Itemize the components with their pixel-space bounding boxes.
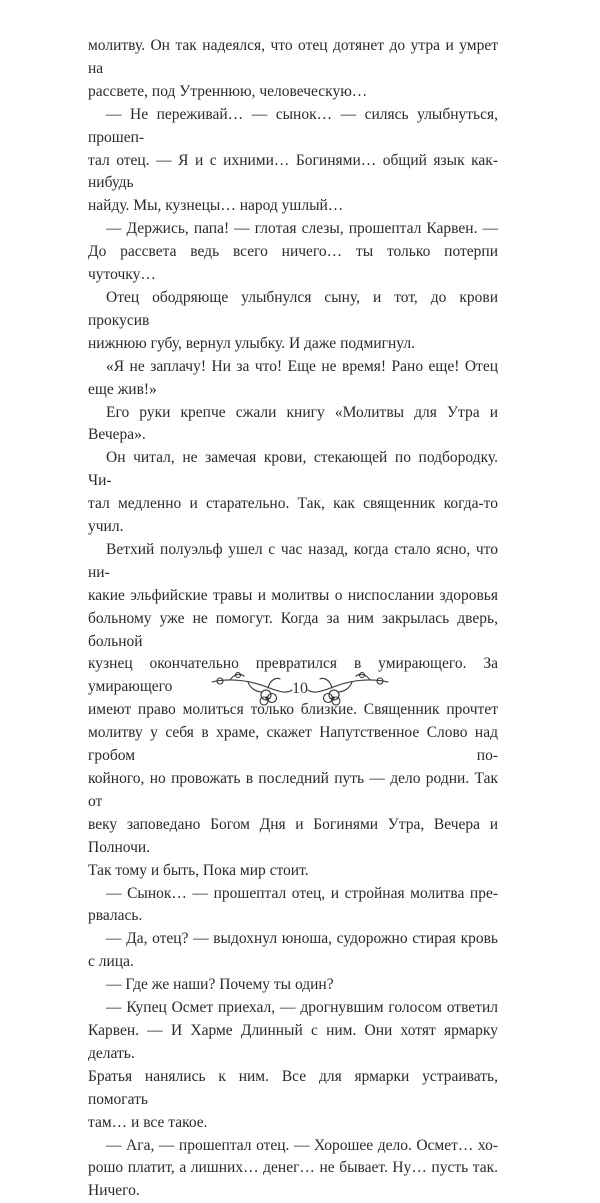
text-line: Он читал, не замечая крови, стекающей по подбородку. Чи- (88, 449, 498, 490)
text-line: Ветхий полуэльф ушел с час назад, когда стало ясно, что ни- (88, 540, 498, 581)
text-line: с лица. (88, 953, 134, 971)
text-line: Отец ободряюще улыбнулся сыну, и тот, до крови прокусив (88, 288, 498, 329)
text-line: молитву. Он так надеялся, что отец дотянет до утра и умрет на (88, 37, 498, 77)
text-line: имеют право молиться только близкие. Священник прочтет (88, 701, 498, 719)
text-line: — Сынок… — прошептал отец, и стройная молитва пре- (106, 884, 498, 902)
text-line: кузнец окончательно превратился в умирающего. За умирающего (88, 655, 498, 696)
text-line: — Где же наши? Почему ты один? (106, 976, 334, 994)
page-footer (0, 662, 600, 722)
text-line: Карвен. — И Харме Длинный с ним. Они хотят ярмарку делать. (88, 1021, 498, 1062)
text-line: нижнюю губу, вернул улыбку. И даже подмигнул. (88, 334, 415, 352)
text-line: еще жив!» (88, 380, 157, 398)
text-line: До рассвета ведь всего ничего… ты только потерпи чуточку… (88, 243, 498, 284)
text-line: рассвете, под Утреннюю, человеческую… (88, 82, 368, 100)
floral-ornament-right-icon (306, 668, 392, 708)
text-line: — Не переживай… — сынок… — силясь улыбнуться, прошеп- (88, 105, 498, 146)
text-line: — Держись, папа! — глотая слезы, прошептал Карвен. — (106, 220, 498, 238)
text-line: «Я не заплачу! Ни за что! Еще не время! Рано еще! Отец (106, 357, 498, 375)
text-line: найду. Мы, кузнецы… народ ушлый… (88, 197, 344, 215)
text-line: Братья нанялись к ним. Все для ярмарки устраивать, помогать (88, 1067, 498, 1108)
text-line: рвалась. (88, 907, 143, 925)
text-line: какие эльфийские травы и молитвы о ниспослании здоровья (88, 586, 498, 604)
text-line: Ничего. (88, 1182, 140, 1200)
text-line: Так тому и быть, Пока мир стоит. (88, 861, 309, 879)
text-line: веку заповедано Богом Дня и Богинями Утра, Вечера и Полночи. (88, 815, 498, 856)
text-line: Его руки крепче сжали книгу «Молитвы для Утра и Вечера». (88, 403, 498, 444)
text-line: койного, но провожать в последний путь — дело родни. Так от (88, 770, 498, 810)
text-line: — Ага, — прошептал отец. — Хорошее дело. Осмет… хо- (106, 1136, 498, 1154)
text-line: молитву у себя в храме, скажет Напутственное Слово над гробом по- (88, 724, 498, 765)
text-line: тал медленно и старательно. Так, как священник когда-то учил. (88, 495, 498, 536)
page-number: 10 (292, 680, 308, 697)
text-line: больному уже не помогут. Когда за ним закрылась дверь, больной (88, 609, 498, 650)
body-text (88, 35, 498, 1203)
text-line: — Купец Осмет приехал, — дрогнувшим голосом ответил (106, 999, 498, 1017)
text-line: — Да, отец? — выдохнул юноша, судорожно стирая кровь (106, 930, 498, 948)
text-line: рошо платит, а лишних… денег… не бывает. Ну… пусть так. (88, 1159, 498, 1177)
text-line: там… и все такое. (88, 1113, 208, 1131)
text-line: тал отец. — Я и с ихними… Богинями… общий язык как-нибудь (88, 151, 498, 192)
